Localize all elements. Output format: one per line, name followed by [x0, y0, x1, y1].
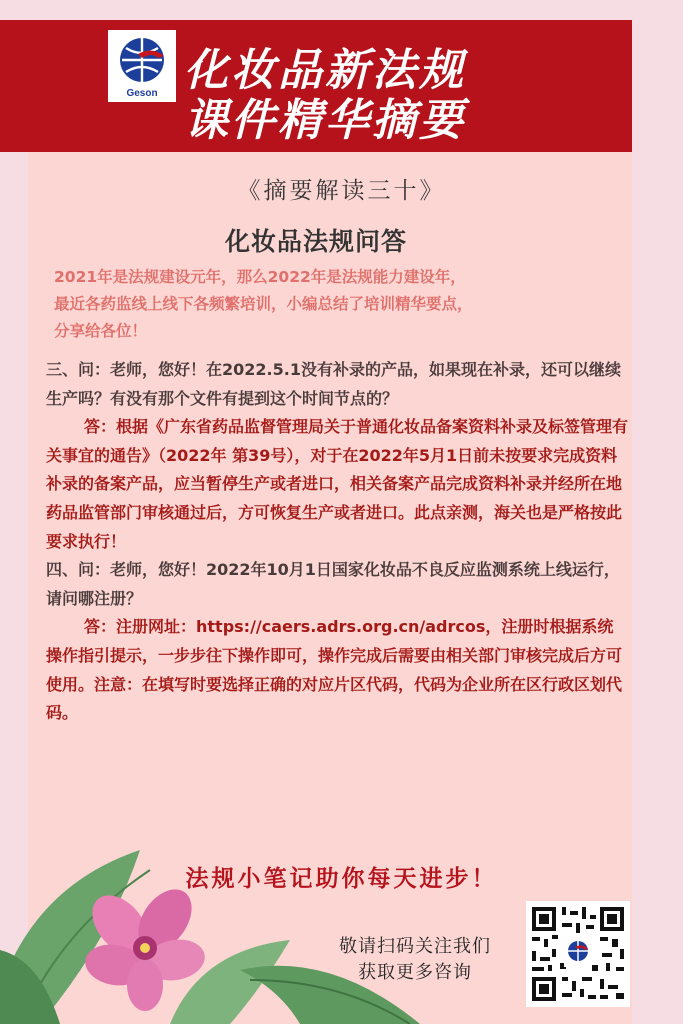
question-4: 四、问：老师，您好！2022年10月1日国家化妆品不良反应监测系统上线运行，请问哪注册？: [46, 560, 620, 608]
series-subtitle: 《摘要解读三十》: [237, 178, 446, 204]
answer-4: 答：注册网址：https://caers.adrs.org.cn/adrcos，注册时根据系统操作指引提示，一步步往下操作即可，操作完成后需要由相关部门审核完成后方可使用。注意：在填写时要选择正确的对应片区代码，代码为企业所在区行政区划代码。: [46, 617, 623, 723]
banner-title-line-2: 课件精华摘要: [184, 95, 466, 146]
intro-line: 分享给各位！: [54, 322, 148, 340]
follow-line-1: 敬请扫码关注我们: [339, 936, 491, 957]
company-logo: [108, 30, 176, 102]
section-heading: 化妆品法规问答: [224, 227, 407, 256]
intro-line: 2021年是法规建设元年，那么2022年是法规能力建设年，: [54, 268, 466, 286]
qa-body: [46, 356, 628, 728]
answer-3: 答：根据《广东省药品监督管理局关于普通化妆品备案资料补录及标签管理有关事宜的通告》（2022年 第39号），对于在2022年5月1日前未按要求完成资料补录的备案产品，应当暂停生产或者进口，相关备案产品完成资料补录并经所在地药品监管部门审核通过后，方可恢复生产或者进口。此点亲测，海关也是严格按此要求执行！: [46, 417, 629, 551]
footer-slogan: 法规小笔记助你每天进步！: [185, 866, 498, 892]
follow-line-2: 获取更多咨询: [358, 962, 472, 983]
intro-line: 最近各药监线上线下各频繁培训，小编总结了培训精华要点，: [54, 295, 473, 313]
qr-code[interactable]: [526, 901, 630, 1007]
follow-text: [300, 934, 530, 986]
question-3: 三、问：老师，您好！在2022.5.1没有补录的产品，如果现在补录，还可以继续生产吗？有没有那个文件有提到这个时间节点的？: [46, 360, 621, 408]
intro-text: [54, 264, 626, 345]
logo-text: Geson: [126, 88, 158, 99]
banner-title-line-1: 化妆品新法规: [184, 45, 466, 96]
